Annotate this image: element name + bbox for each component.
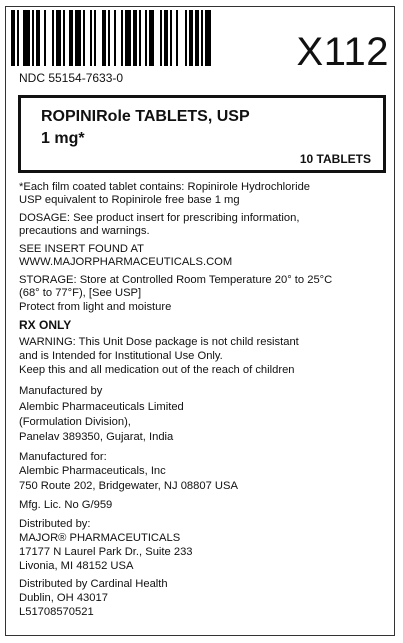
distributor-address-2: Livonia, MI 48152 USA — [19, 560, 134, 572]
manufacturer-address: Panelav 389350, Gujarat, India — [19, 431, 174, 443]
product-title-box — [18, 95, 386, 173]
ndc-number: NDC 55154-7633-0 — [19, 71, 124, 85]
dosage-line-1: DOSAGE: See product insert for prescribing information, — [19, 212, 300, 224]
rx-only: RX ONLY — [19, 318, 72, 332]
tablet-count: 10 TABLETS — [299, 152, 371, 166]
manufactured-for-address: 750 Route 202, Bridgewater, NJ 08807 USA — [19, 480, 238, 492]
manufacturer-division: (Formulation Division), — [19, 416, 131, 428]
storage-line-2: (68° to 77°F), [See USP] — [19, 287, 142, 299]
composition-line-1: *Each film coated tablet contains: Ropinirole Hydrochloride — [19, 181, 311, 193]
composition-line-2: USP equivalent to Ropinirole free base 1 mg — [19, 194, 240, 206]
insert-url: WWW.MAJORPHARMACEUTICALS.COM — [19, 256, 233, 268]
warning-line-1: WARNING: This Unit Dose package is not child resistant — [19, 336, 299, 348]
second-distributor: Distributed by Cardinal Health — [19, 578, 168, 590]
storage-line-3: Protect from light and moisture — [19, 301, 172, 313]
second-distributor-address: Dublin, OH 43017 — [19, 592, 108, 604]
manufactured-for-heading: Manufactured for: — [19, 451, 107, 463]
distributor-heading: Distributed by: — [19, 518, 91, 530]
manufacturer-heading: Manufactured by — [19, 385, 103, 397]
storage-line-1: STORAGE: Store at Controlled Room Temperature 20° to 25°C — [19, 274, 333, 286]
barcode — [11, 10, 216, 66]
manufacturer-name: Alembic Pharmaceuticals Limited — [19, 401, 184, 413]
product-code: X112 — [296, 30, 389, 74]
product-name: ROPINIRole TABLETS, USP — [41, 108, 250, 125]
distributor-address-1: 17177 N Laurel Park Dr., Suite 233 — [19, 546, 193, 558]
lot-code: L51708570521 — [19, 606, 94, 618]
distributor-name: MAJOR® PHARMACEUTICALS — [19, 532, 181, 544]
manufactured-for-name: Alembic Pharmaceuticals, Inc — [19, 465, 166, 477]
warning-line-3: Keep this and all medication out of the reach of children — [19, 364, 295, 376]
insert-line-1: SEE INSERT FOUND AT — [19, 243, 144, 255]
dosage-line-2: precautions and warnings. — [19, 225, 150, 237]
product-strength: 1 mg* — [41, 130, 85, 147]
mfg-license: Mfg. Lic. No G/959 — [19, 499, 113, 511]
warning-line-2: and is Intended for Institutional Use Only. — [19, 350, 223, 362]
